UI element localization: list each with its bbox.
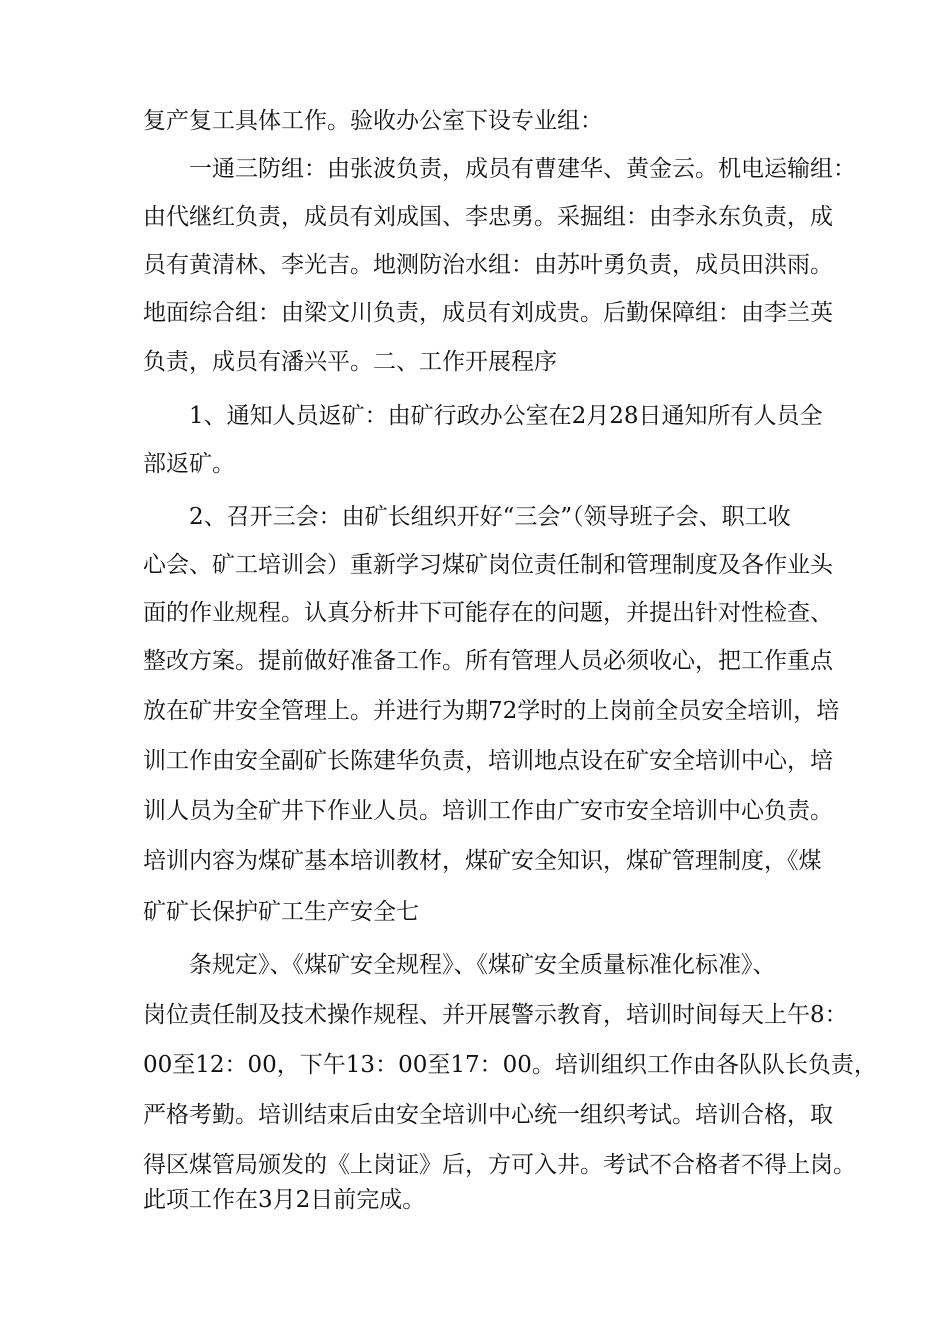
text-line: 部返矿。 [143,451,235,477]
text-line: 地面综合组：由梁文川负责，成员有刘成贵。后勤保障组：由李兰英 [143,300,833,326]
text-line: 心会、矿工培训会）重新学习煤矿岗位责任制和管理制度及各作业头 [143,552,833,578]
text-line: 训人员为全矿井下作业人员。培训工作由广安市安全培训中心负责。 [143,798,833,824]
text-line: 矿矿长保护矿工生产安全七 [143,899,419,925]
text-line: 面的作业规程。认真分析井下可能存在的问题，并提出针对性检查、 [143,600,833,626]
text-line: 2、召开三会：由矿长组织开好“三会”（领导班子会、职工收 [189,504,791,530]
text-line: 训工作由安全副矿长陈建华负责，培训地点设在矿安全培训中心，培 [143,748,833,774]
text-line: 00至12：00，下午13：00至17：00。培训组织工作由各队队长负责， [143,1052,877,1078]
text-line: 条规定》、《煤矿安全规程》、《煤矿安全质量标准化标准》、 [189,952,776,978]
text-line: 此项工作在3月2日前完成。 [143,1187,426,1213]
text-line: 严格考勤。培训结束后由安全培训中心统一组织考试。培训合格，取 [143,1102,833,1128]
text-line: 培训内容为煤矿基本培训教材，煤矿安全知识，煤矿管理制度，《煤 [143,848,822,874]
text-line: 一通三防组：由张波负责，成员有曹建华、黄金云。机电运输组： [189,156,856,182]
text-line: 放在矿井安全管理上。并进行为期72学时的上岗前全员安全培训，培 [143,698,840,724]
text-line: 由代继红负责，成员有刘成国、李忠勇。采掘组：由李永东负责，成 [143,204,833,230]
text-line: 1、通知人员返矿：由矿行政办公室在2月28日通知所有人员全 [189,403,823,429]
text-line: 整改方案。提前做好准备工作。所有管理人员必须收心，把工作重点 [143,648,833,674]
text-line: 负责，成员有潘兴平。二、工作开展程序 [143,349,557,375]
text-line: 得区煤管局颁发的《上岗证》后，方可入井。考试不合格者不得上岗。 [143,1152,856,1178]
text-line: 复产复工具体工作。验收办公室下设专业组： [143,108,603,134]
text-line: 员有黄清林、李光吉。地测防治水组：由苏叶勇负责，成员田洪雨。 [143,252,833,278]
text-line: 岗位责任制及技术操作规程、并开展警示教育，培训时间每天上午8： [143,1002,848,1028]
